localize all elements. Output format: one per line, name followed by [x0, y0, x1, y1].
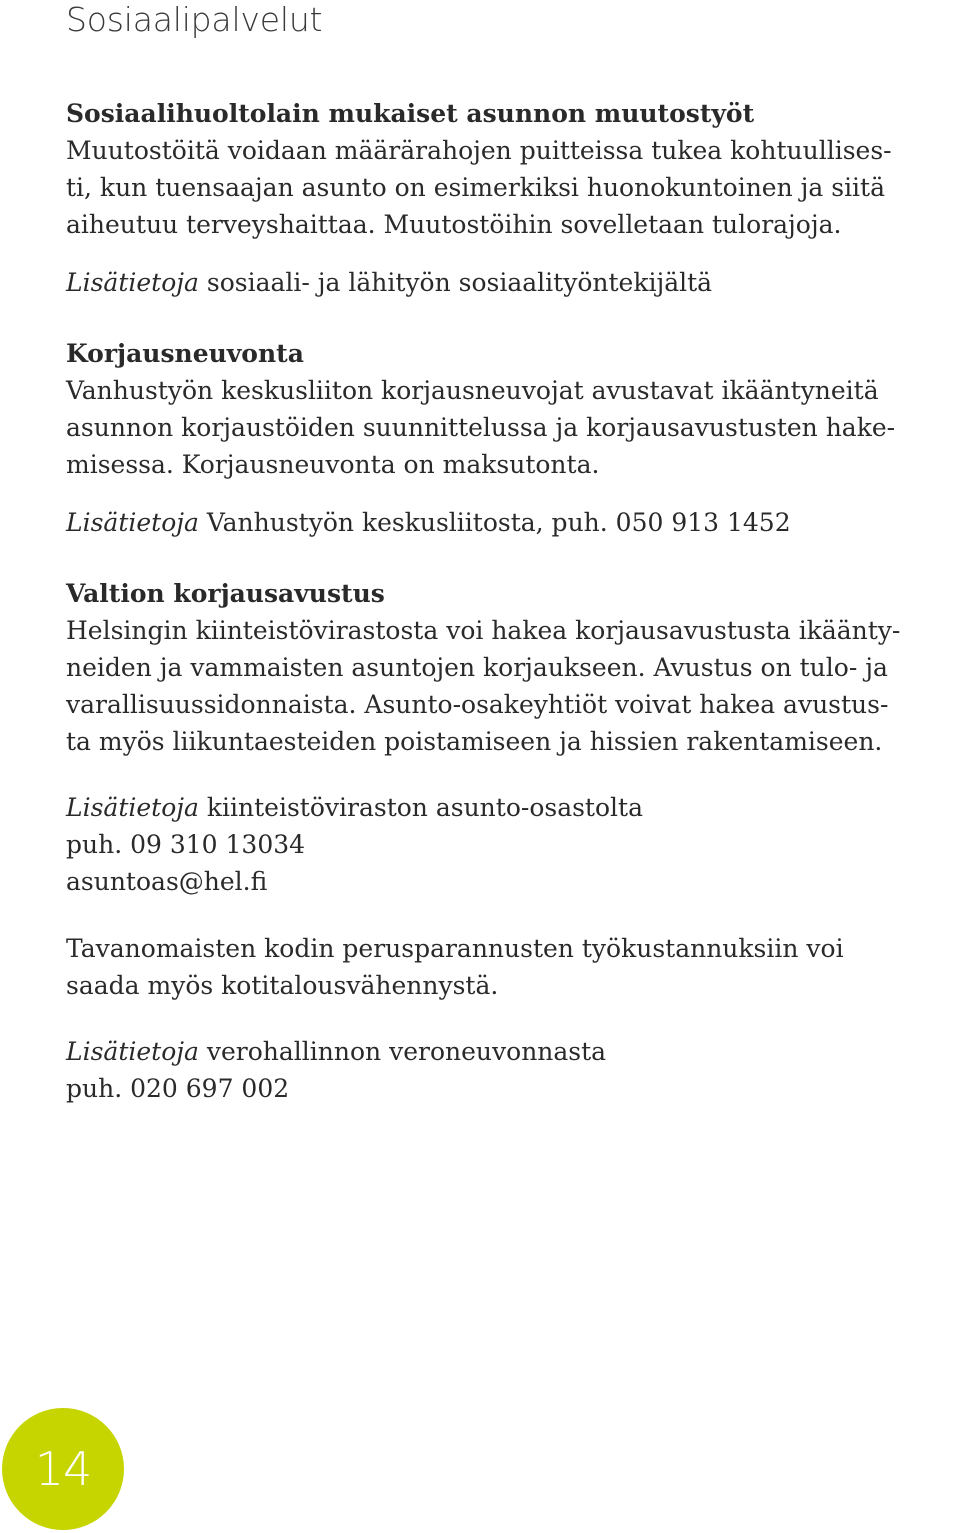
info-line [66, 789, 954, 826]
body-line: saada myös kotitalousvähennystä. [66, 971, 499, 1000]
section-heading: Valtion korjausavustus [66, 579, 385, 608]
body-line: varallisuussidonnaista. Asunto-osakeyhtiöt voivat hakea avustus- [66, 690, 889, 719]
section-heading: Sosiaalihuoltolain mukaiset asunnon muutostyöt [66, 99, 755, 128]
body-line: asunnon korjaustöiden suunnittelussa ja korjausavustusten hake- [66, 413, 896, 442]
info-text: Vanhustyön keskusliitosta, puh. 050 913 1452 [198, 508, 791, 537]
section-kotitalousvahennys [66, 930, 954, 1107]
section-heading: Korjausneuvonta [66, 339, 304, 368]
section-muutostyot [66, 95, 954, 301]
phone-number: puh. 020 697 002 [66, 1074, 290, 1103]
info-keyword: Lisätietoja [66, 508, 199, 537]
body-line: Muutostöitä voidaan määrärahojen puitteissa tukea kohtuullises- [66, 136, 892, 165]
info-keyword: Lisätietoja [66, 793, 199, 822]
info-keyword: Lisätietoja [66, 268, 199, 297]
info-line [66, 1033, 954, 1070]
info-line [66, 264, 954, 301]
section-korjausavustus [66, 575, 954, 900]
body-line: Tavanomaisten kodin perusparannusten työkustannuksiin voi [66, 934, 844, 963]
body-line: neiden ja vammaisten asuntojen korjaukseen. Avustus on tulo- ja [66, 653, 888, 682]
body-line: ta myös liikuntaesteiden poistamiseen ja hissien rakentamiseen. [66, 727, 883, 756]
body-line: aiheutuu terveyshaittaa. Muutostöihin sovelletaan tulorajoja. [66, 210, 842, 239]
info-text: verohallinnon veroneuvonnasta [198, 1037, 607, 1066]
info-line [66, 504, 954, 541]
info-keyword: Lisätietoja [66, 1037, 199, 1066]
page-number: 14 [34, 1442, 92, 1496]
page-number-badge [2, 1408, 124, 1530]
body-line: ti, kun tuensaajan asunto on esimerkiksi huonokuntoinen ja siitä [66, 173, 886, 202]
phone-number: puh. 09 310 13034 [66, 830, 306, 859]
section-korjausneuvonta [66, 335, 954, 541]
body-line: misessa. Korjausneuvonta on maksutonta. [66, 450, 600, 479]
page-content [66, 95, 954, 1107]
email-link[interactable]: asuntoas@hel.fi [66, 867, 268, 896]
info-text: sosiaali- ja lähityön sosiaalityöntekijältä [198, 268, 713, 297]
info-text: kiinteistöviraston asunto-osastolta [198, 793, 643, 822]
page-title: Sosiaalipalvelut [66, 0, 323, 39]
body-line: Helsingin kiinteistövirastosta voi hakea korjausavustusta ikäänty- [66, 616, 901, 645]
body-line: Vanhustyön keskusliiton korjausneuvojat avustavat ikääntyneitä [66, 376, 879, 405]
